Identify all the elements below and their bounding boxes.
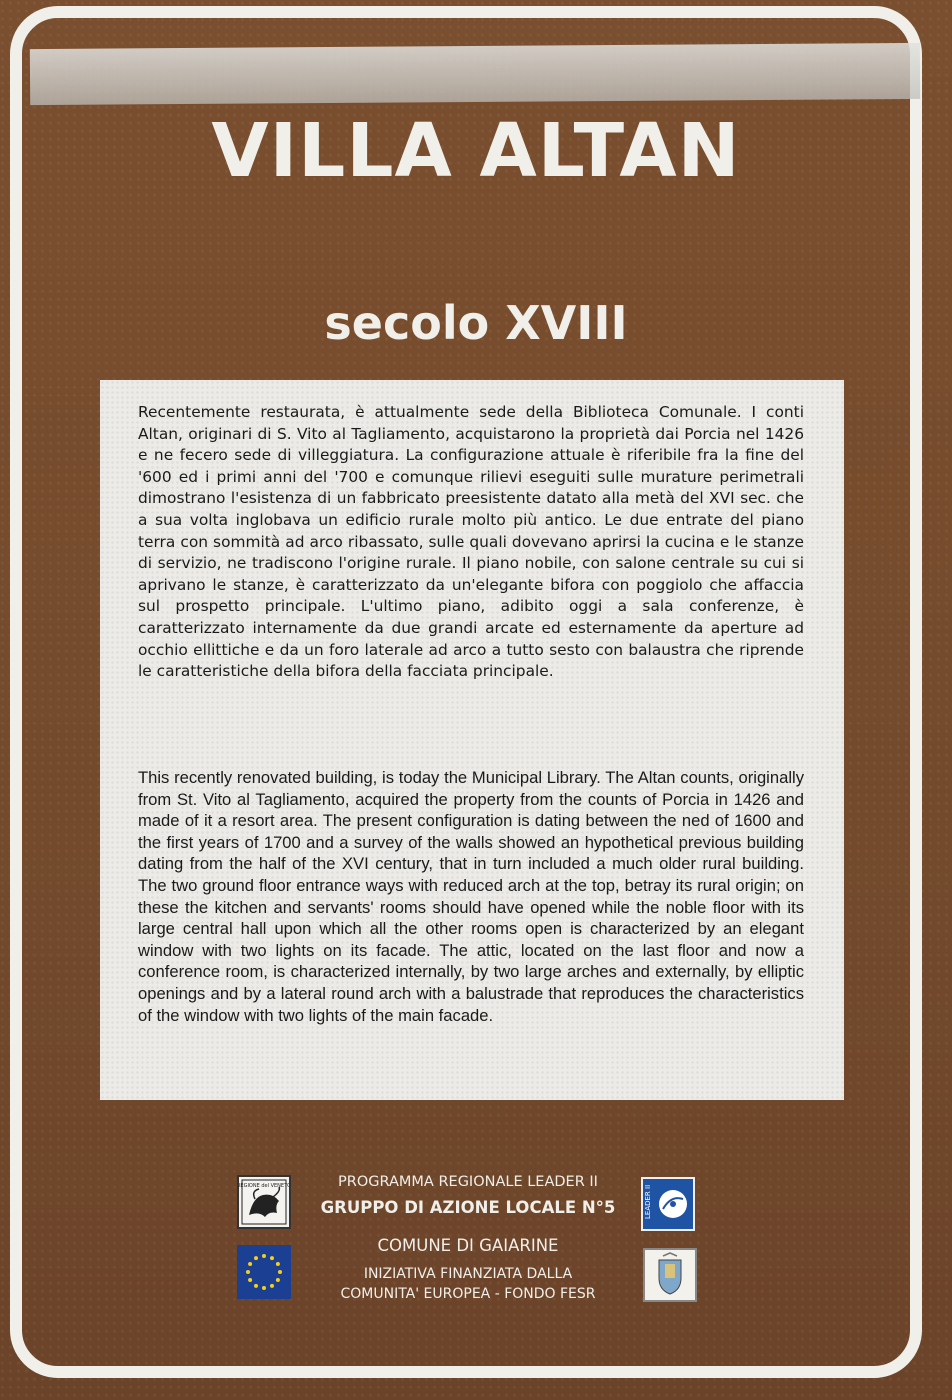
- sign-title: VILLA ALTAN: [211, 108, 741, 194]
- regione-veneto-logo: [237, 1175, 291, 1229]
- tape-strip: [30, 43, 920, 105]
- leader-ii-logo: [641, 1177, 695, 1231]
- footer-eu-line: COMUNITA' EUROPEA - FONDO FESR: [340, 1286, 596, 1302]
- leader-icon: [643, 1179, 693, 1229]
- footer-funding-line: INIZIATIVA FINANZIATA DALLA: [363, 1266, 573, 1282]
- leader-logo-label: LEADER II: [644, 1184, 652, 1219]
- lion-icon: [239, 1177, 289, 1227]
- gaiarine-crest-logo: [643, 1248, 697, 1302]
- english-paragraph: This recently renovated building, is today the Municipal Library. The Altan counts, originally from St. Vito al Tagliamento, acquired the property from the counts of Porcia in 1426 and made of it a resort area. The present configuration is dating between the ned of 1600 and the first years of 1700 and a survey of the walls showed an hypothetical previous building dating from the half of the XVI century, that in turn included a much older rural building. The two ground floor entrance ways with reduced arch at the top, betray its rural origin; on these the kitchen and servants' rooms should have opened while the noble floor with its large central hall upon which all the other rooms open is characterized by an elegant window with two lights on its facade. The attic, located on the last floor and now a conference room, is characterized internally, by two large arches and externally, by elliptic openings and by a lateral round arch with a balustrade that reproduces the characteristics of the window with two lights of the main facade.: [138, 768, 804, 1025]
- italian-paragraph: Recentemente restaurata, è attualmente sede della Biblioteca Comunale. I conti Altan, originari di S. Vito al Tagliamento, acquistarono la proprietà dai Porcia nel 1426 e ne fecero sede di villeggiatura. La configurazione attuale è riferibile fra la fine del '600 ed i primi anni del '700 e comunque rilievi eseguiti sulle murature perimetrali dimostrano l'esistenza di un fabbricato preesistente datato alla metà del XVI sec. che a sua volta inglobava un edificio rurale molto più antico. Le due entrate del piano terra con sommità ad arco ribassato, sulle quali dovevano aprirsi la cucina e le stanze di servizio, ne tradiscono l'origine rurale. Il piano nobile, con salone centrale su cui si aprivano le stanze, è caratterizzato da un'elegante bifora con poggiolo che affaccia sul prospetto principale. L'ultimo piano, adibito oggi a sala conferenze, è caratterizzato internamente da due grandi arcate ed esternamente da aperture ad occhio ellittiche e da un foro laterale ad arco a tutto sesto con balaustra che riprende le caratteristiche della bifora della facciata principale.: [138, 403, 804, 681]
- footer-comune-line: COMUNE DI GAIARINE: [377, 1236, 559, 1255]
- footer-group-line: GRUPPO DI AZIONE LOCALE N°5: [320, 1198, 616, 1217]
- eu-flag-logo: [237, 1245, 291, 1299]
- sign-subtitle: secolo XVIII: [324, 296, 628, 350]
- crest-icon: [645, 1250, 695, 1300]
- footer-program-line: PROGRAMMA REGIONALE LEADER II: [338, 1174, 598, 1190]
- veneto-logo-label: REGIONE del VENETO: [239, 1183, 289, 1189]
- eu-stars-icon: [237, 1245, 291, 1299]
